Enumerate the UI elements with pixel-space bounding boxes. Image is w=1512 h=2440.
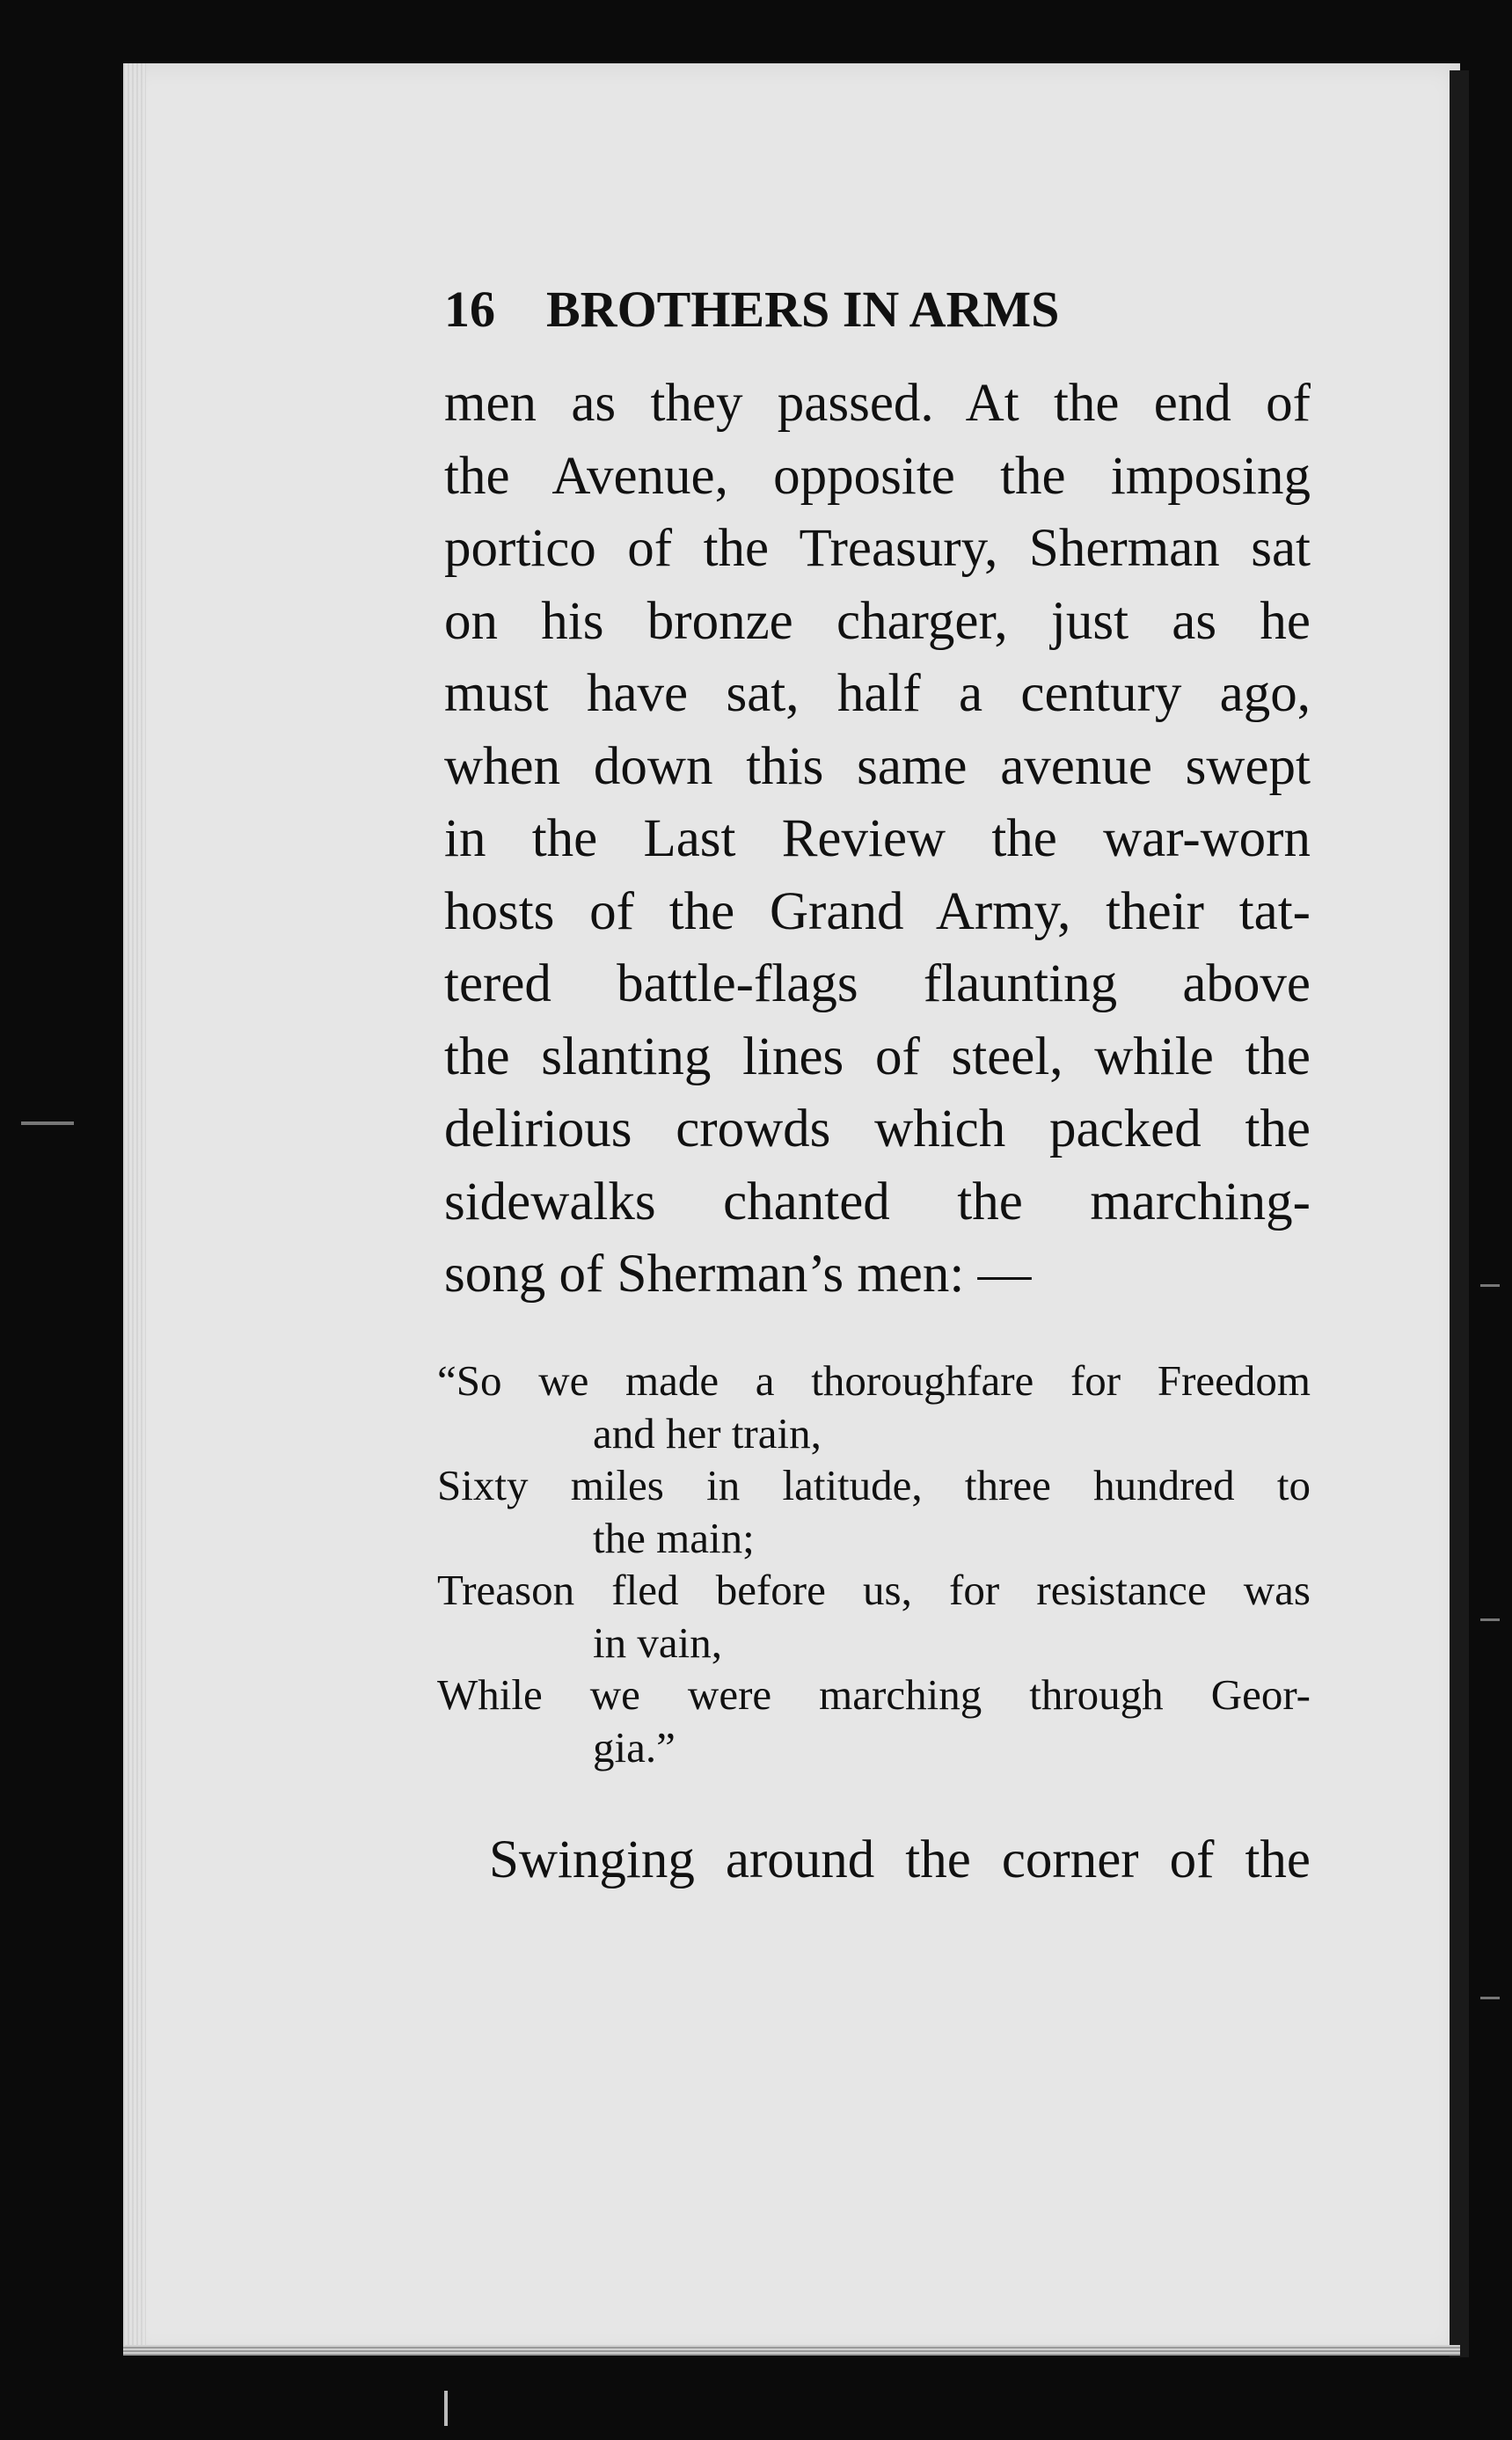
verse-line: Sixty miles in latitude, three hundred to bbox=[437, 1461, 1311, 1509]
verse-quotation bbox=[437, 1355, 1311, 1773]
verse-line: Treason fled before us, for resistance was bbox=[437, 1566, 1311, 1614]
closing-line: Swinging around the corner of the bbox=[489, 1830, 1311, 1889]
body-line: song of Sherman’s men: — bbox=[444, 1245, 1032, 1304]
body-line: men as they passed. At the end of bbox=[444, 374, 1311, 433]
verse-line-continuation: and her train, bbox=[593, 1408, 822, 1457]
running-title: BROTHERS IN ARMS bbox=[546, 281, 1060, 338]
body-paragraph bbox=[444, 368, 1311, 1311]
body-line: the Avenue, opposite the imposing bbox=[444, 446, 1311, 506]
verse-line-continuation: in vain, bbox=[593, 1618, 722, 1667]
body-line: in the Last Review the war-worn bbox=[444, 809, 1311, 868]
page-stack-edge-bottom bbox=[123, 2345, 1460, 2356]
body-line: tered battle-flags flaunting above bbox=[444, 954, 1311, 1013]
body-line: hosts of the Grand Army, their tat- bbox=[444, 881, 1311, 941]
verse-line-continuation: gia.” bbox=[593, 1722, 676, 1772]
body-line: delirious crowds which packed the bbox=[444, 1099, 1311, 1158]
verse-line-continuation: the main; bbox=[593, 1513, 755, 1562]
body-line: on his bronze charger, just as he bbox=[444, 591, 1311, 651]
running-header bbox=[444, 280, 1368, 339]
page-binding-edge-right bbox=[1450, 70, 1469, 2357]
verse-line: “So we made a thoroughfare for Freedom bbox=[437, 1356, 1311, 1405]
body-line: when down this same avenue swept bbox=[444, 736, 1311, 796]
page-stack-edge-left bbox=[123, 63, 146, 2356]
page-number: 16 bbox=[444, 281, 495, 338]
body-line: the slanting lines of steel, while the bbox=[444, 1026, 1311, 1086]
verse-line: While we were marching through Geor- bbox=[437, 1670, 1311, 1719]
body-line: must have sat, half a century ago, bbox=[444, 664, 1311, 723]
body-line: portico of the Treasury, Sherman sat bbox=[444, 519, 1311, 578]
body-line: sidewalks chanted the marching- bbox=[444, 1172, 1311, 1231]
